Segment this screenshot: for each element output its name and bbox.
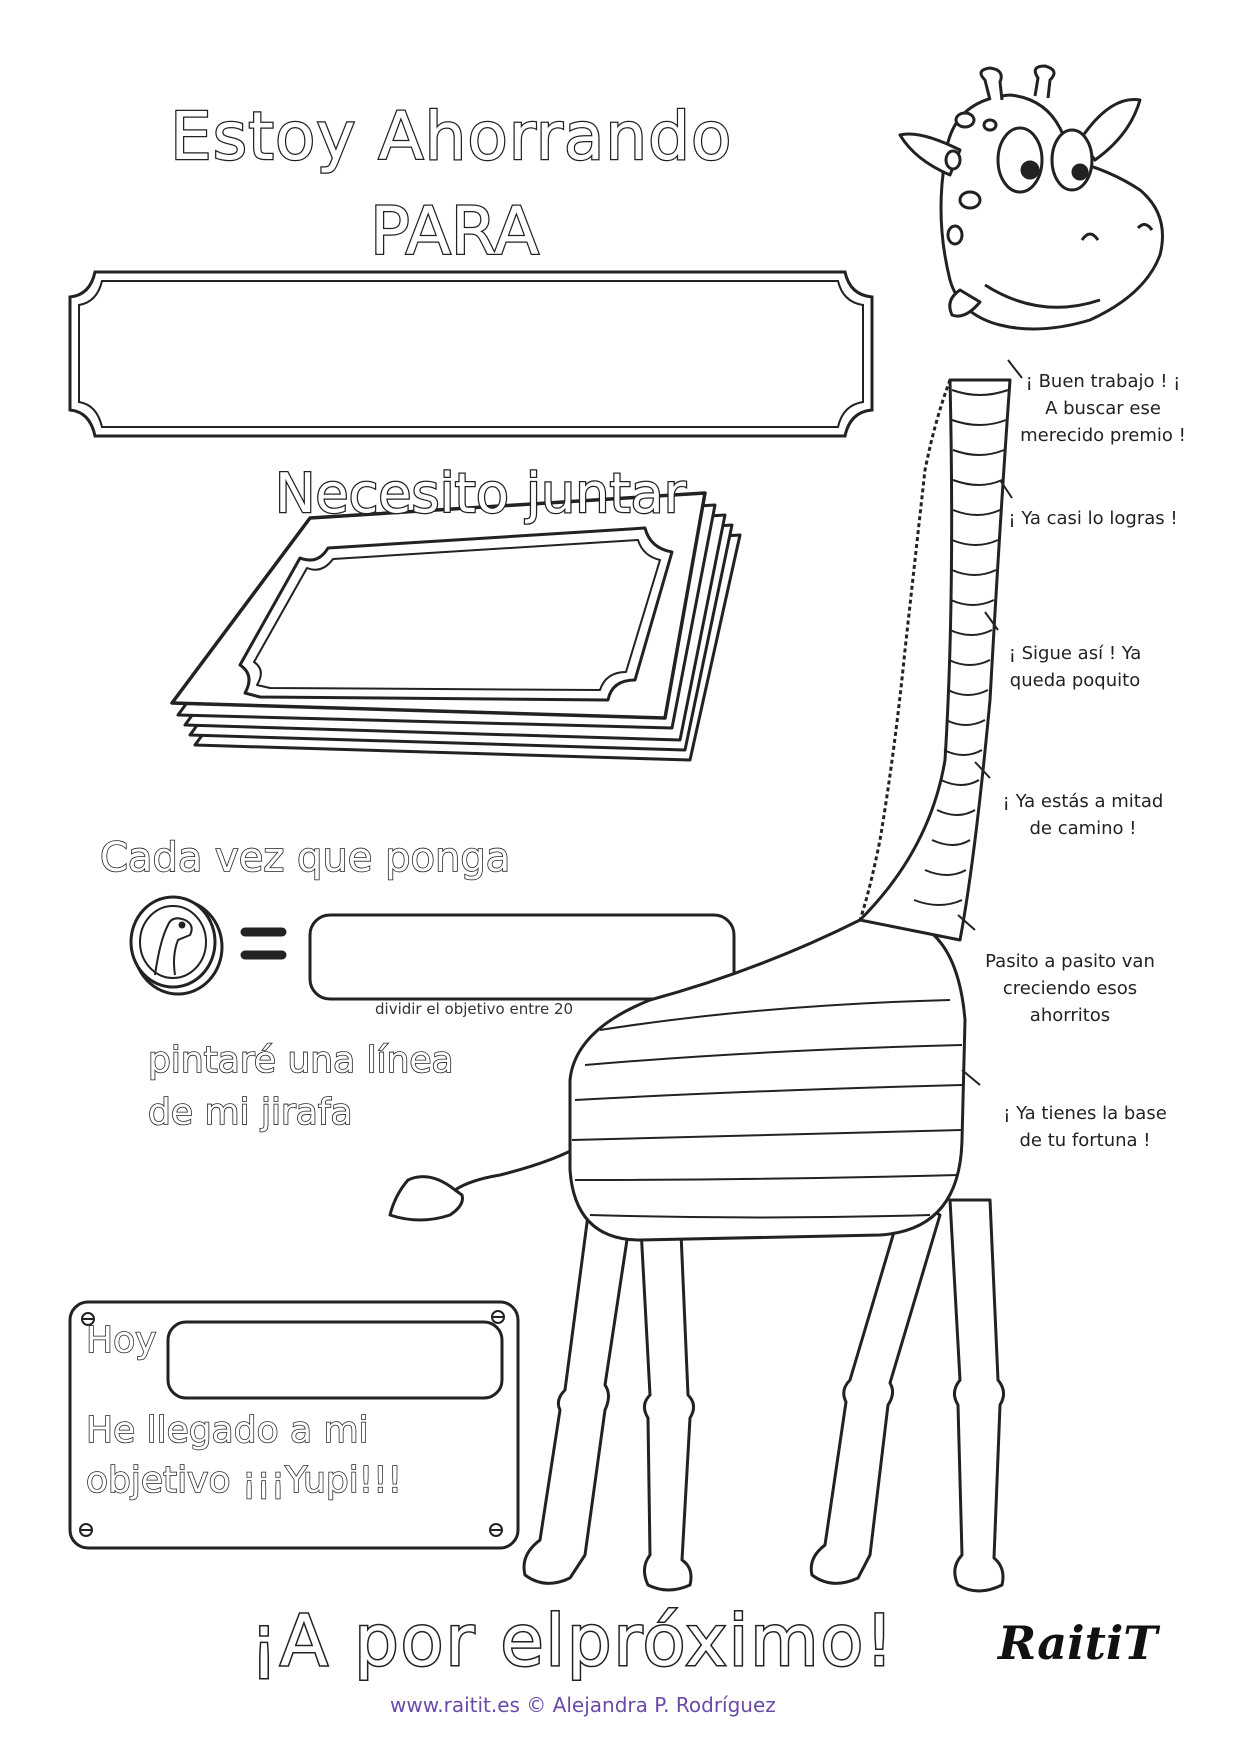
divide-hint: dividir el objetivo entre 20 <box>375 1000 574 1018</box>
milestone-2: ¡ Ya casi lo logras ! <box>1008 508 1178 529</box>
equals-sign-shape <box>245 932 282 955</box>
paint-line-text-2: de mi jirafa <box>148 1092 353 1133</box>
milestone-6: ¡ Ya tienes la base de tu fortuna ! <box>1003 1103 1167 1151</box>
footer-credit[interactable]: www.raitit.es © Alejandra P. Rodríguez <box>390 1693 776 1717</box>
milestone-3: ¡ Sigue así ! Ya queda poquito <box>1008 643 1142 691</box>
raitit-logo: RaitiT <box>998 1616 1158 1670</box>
milestone-5: Pasito a pasito van creciendo esos ahorritos <box>985 951 1155 1026</box>
banknote-stack-icon <box>172 493 740 760</box>
milestone-4: ¡ Ya estás a mitad de camino ! <box>1002 791 1164 839</box>
coin-giraffe-icon <box>131 897 222 994</box>
coin-value-field[interactable] <box>310 915 734 999</box>
milestone-1: ¡ Buen trabajo ! ¡ A buscar ese merecido premio ! <box>1020 371 1186 446</box>
need-amount-heading: Necesito juntar <box>275 462 686 525</box>
goal-reached-line2: objetivo ¡¡¡Yupi!!! <box>86 1460 403 1501</box>
today-label: Hoy <box>86 1320 157 1361</box>
page-title-line1: Estoy Ahorrando <box>170 98 733 175</box>
each-time-label: Cada vez que ponga <box>100 835 511 881</box>
paint-line-text-1: pintaré una línea <box>148 1040 454 1081</box>
next-goal-heading: ¡A por elpróximo! <box>250 1600 896 1682</box>
goal-name-frame <box>70 272 872 436</box>
goal-reached-line1: He llegado a mi <box>86 1410 369 1451</box>
page-title-line2: PARA <box>370 193 540 270</box>
today-date-field[interactable] <box>168 1322 502 1398</box>
